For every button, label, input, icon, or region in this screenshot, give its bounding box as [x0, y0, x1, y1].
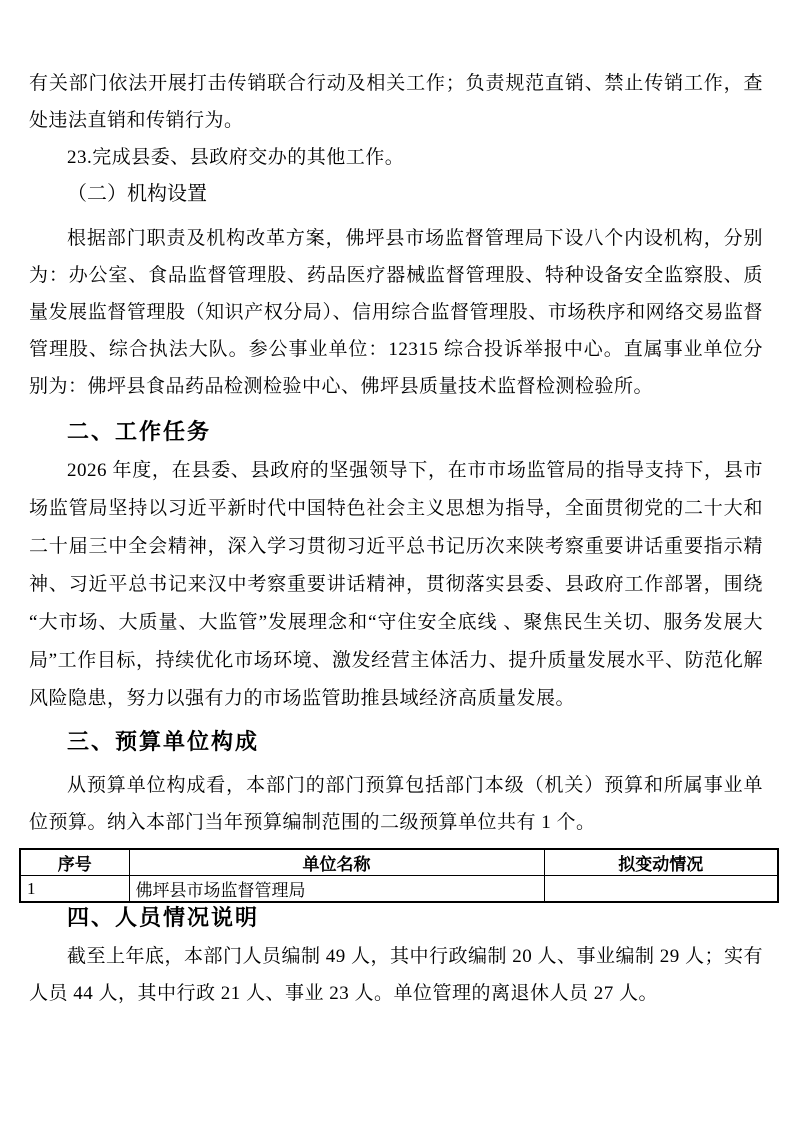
table-header-index: 序号: [20, 849, 129, 876]
table-cell-unit-name: 佛坪县市场监督管理局: [129, 876, 544, 903]
paragraph-personnel: 截至上年底，本部门人员编制 49 人，其中行政编制 20 人、事业编制 29 人；实有人员 44 人，其中行政 21 人、事业 23 人。单位管理的离退休人员 27 人。: [29, 946, 764, 1004]
paragraph-item-23: 23.完成县委、县政府交办的其他工作。: [67, 147, 405, 168]
heading-personnel: 四、人员情况说明: [67, 905, 260, 930]
table-cell-planned-change: [544, 876, 778, 903]
heading-org-setup: （二）机构设置: [67, 183, 207, 205]
table-cell-index: 1: [20, 876, 129, 903]
table-header-planned-change: 拟变动情况: [544, 849, 778, 876]
table-row: [20, 876, 778, 903]
paragraph-anti-pyramid-work: 有关部门依法开展打击传销联合行动及相关工作；负责规范直销、禁止传销工作，查处违法直销和传销行为。: [29, 73, 763, 131]
table-header-unit-name: 单位名称: [129, 849, 544, 876]
paragraph-work-tasks: 2026 年度，在县委、县政府的坚强领导下，在市市场监管局的指导支持下，县市场监管局坚持以习近平新时代中国特色社会主义思想为指导，全面贯彻党的二十大和二十届三中全会精神，深入学习贯彻习近平总书记历次来陕考察重要讲话重要指示精神、习近平总书记来汉中考察重要讲话精神，贯彻落实县委、县政府工作部署，围绕“大市场、大质量、大监管”发展理念和“守住安全底线 、聚焦民生关切、服务发展大局”工作目标，持续优化市场环境、激发经营主体活力、提升质量发展水平、防范化解风险隐患，努力以强有力的市场监管助推县域经济高质量发展。: [29, 460, 763, 709]
heading-work-tasks: 二、工作任务: [67, 419, 212, 444]
table-header-row: [20, 849, 778, 876]
paragraph-budget-units: 从预算单位构成看，本部门的部门预算包括部门本级（机关）预算和所属事业单位预算。纳入本部门当年预算编制范围的二级预算单位共有 1 个。: [29, 775, 763, 833]
heading-budget-units: 三、预算单位构成: [67, 729, 260, 754]
budget-units-table: [19, 848, 779, 903]
paragraph-org-setup: 根据部门职责及机构改革方案，佛坪县市场监督管理局下设八个内设机构，分别为：办公室、食品监督管理股、药品医疗器械监督管理股、特种设备安全监察股、质量发展监督管理股（知识产权分局）、信用综合监督管理股、市场秩序和网络交易监督管理股、综合执法大队。参公事业单位：12315 综合投诉举报中心。直属事业单位分别为：佛坪县食品药品检测检验中心、佛坪县质量技术监督检测检验所。: [29, 228, 763, 397]
